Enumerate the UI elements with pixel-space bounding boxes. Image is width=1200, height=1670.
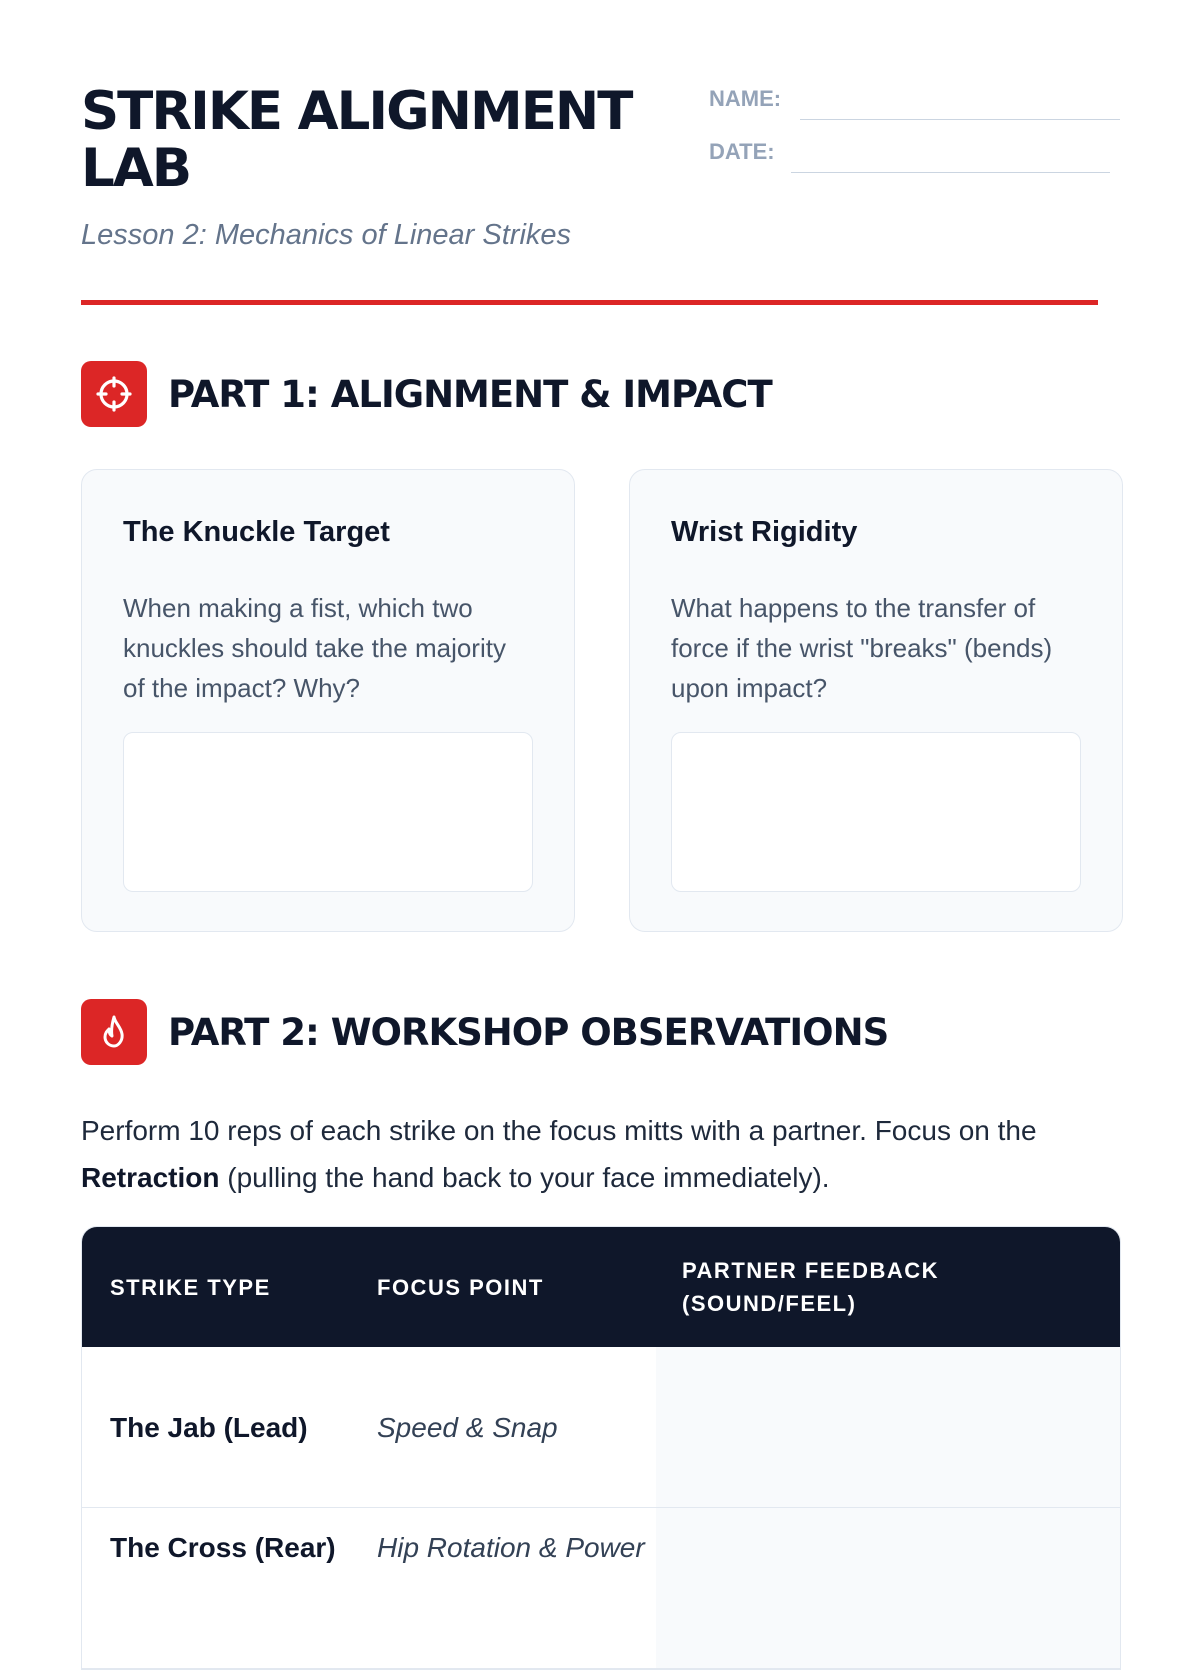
crosshair-icon xyxy=(81,361,147,427)
column-header-strike: STRIKE TYPE xyxy=(110,1274,271,1300)
date-label: DATE: xyxy=(709,139,775,164)
instructions-text-end: (pulling the hand back to your face immediately). xyxy=(219,1162,830,1193)
name-write-line[interactable] xyxy=(800,119,1120,120)
answer-box[interactable] xyxy=(123,732,533,892)
strike-cell: The Jab (Lead) xyxy=(110,1411,308,1443)
table-row xyxy=(82,1347,1120,1508)
instructions-emphasis: Retraction xyxy=(81,1162,220,1193)
card-question: When making a fist, which two knuckles should take the majority of the impact? Why? xyxy=(123,593,506,703)
part1-heading xyxy=(81,361,772,427)
column-header-feedback: PARTNER FEEDBACK (SOUND/FEEL) xyxy=(682,1258,940,1316)
instructions-text: Perform 10 reps of each strike on the focus mitts with a partner. Focus on the xyxy=(81,1115,1037,1146)
question-card-knuckle xyxy=(81,469,575,932)
name-label: NAME: xyxy=(709,86,782,111)
part2-title: PART 2: WORKSHOP OBSERVATIONS xyxy=(168,1010,889,1054)
worksheet-header xyxy=(81,0,1098,305)
feedback-cell[interactable] xyxy=(656,1508,1120,1668)
table-row xyxy=(82,1508,1120,1669)
part1-title: PART 1: ALIGNMENT & IMPACT xyxy=(168,372,772,416)
page-title: STRIKE ALIGNMENT LAB xyxy=(81,81,632,199)
answer-box[interactable] xyxy=(671,732,1081,892)
lesson-subtitle: Lesson 2: Mechanics of Linear Strikes xyxy=(81,219,572,251)
focus-cell: Speed & Snap xyxy=(377,1411,558,1443)
card-question: What happens to the transfer of force if the wrist "breaks" (bends) upon impact? xyxy=(671,593,1053,703)
strike-cell: The Cross (Rear) xyxy=(110,1532,336,1563)
card-title: The Knuckle Target xyxy=(123,516,390,548)
column-header-focus: FOCUS POINT xyxy=(377,1274,544,1300)
question-card-wrist xyxy=(629,469,1123,932)
card-title: Wrist Rigidity xyxy=(671,516,858,548)
focus-cell: Hip Rotation & Power xyxy=(377,1532,645,1563)
date-field[interactable] xyxy=(709,137,1110,173)
feedback-cell[interactable] xyxy=(656,1347,1120,1507)
part2-heading xyxy=(81,999,888,1065)
observations-table xyxy=(81,1226,1121,1670)
date-write-line[interactable] xyxy=(791,172,1110,173)
table-header xyxy=(82,1227,1120,1347)
name-field[interactable] xyxy=(709,84,1120,120)
workshop-instructions xyxy=(81,1107,1111,1201)
flame-icon xyxy=(81,999,147,1065)
